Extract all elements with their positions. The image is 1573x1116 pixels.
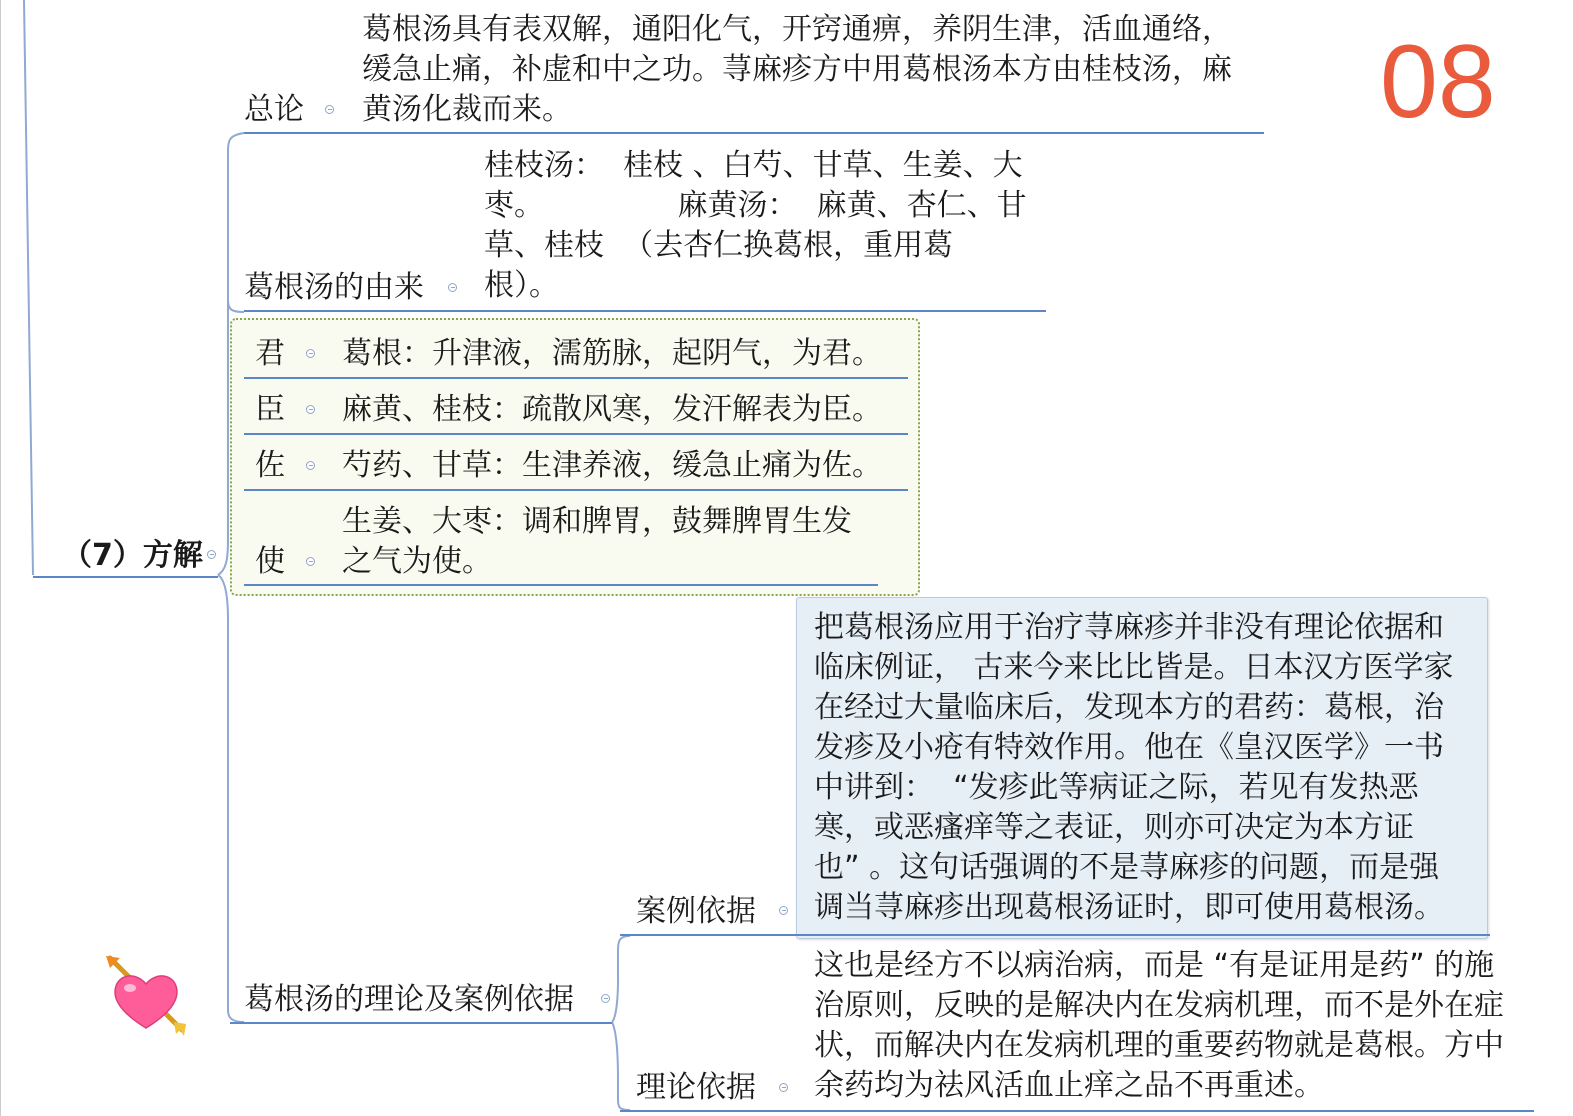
- basis-underline: [230, 1022, 612, 1024]
- overview-text[interactable]: 葛根汤具有表双解，通阳化气，开窍通痹，养阴生津，活血通络， 缓急止痛，补虚和中之功。荨麻疹方中用葛根汤本方由桂枝汤，麻 黄汤化裁而来。: [362, 12, 1232, 127]
- role-text-shi[interactable]: 生姜、大枣：调和脾胃，鼓舞脾胃生发 之气为使。: [342, 504, 852, 579]
- collapse-icon[interactable]: [601, 994, 610, 1003]
- origin-text[interactable]: 桂枝汤： 桂枝 、白芍、甘草、生姜、大 枣。 麻黄汤： 麻黄、杏仁、甘 草、桂枝 （去杏仁换葛根，重用葛 根）。: [484, 148, 1027, 303]
- collapse-icon[interactable]: [779, 906, 788, 915]
- collapse-icon[interactable]: [779, 1083, 788, 1092]
- root-node[interactable]: （7）方解: [62, 538, 203, 573]
- role-text-jun[interactable]: 葛根：升津液，濡筋脉，起阴气，为君。: [342, 336, 882, 371]
- collapse-icon[interactable]: [306, 557, 315, 566]
- collapse-icon[interactable]: [306, 405, 315, 414]
- origin-label[interactable]: 葛根汤的由来: [244, 270, 424, 305]
- collapse-icon[interactable]: [306, 349, 315, 358]
- theory-label[interactable]: 理论依据: [636, 1070, 756, 1105]
- theory-underline: [620, 1110, 1534, 1112]
- root-underline: [33, 576, 218, 578]
- role-label-zuo[interactable]: 佐: [255, 448, 285, 483]
- heart-arrow-icon: [100, 950, 192, 1042]
- role-text-zuo[interactable]: 芍药、甘草：生津养液，缓急止痛为佐。: [342, 448, 882, 483]
- collapse-icon[interactable]: [325, 105, 334, 114]
- role-label-chen[interactable]: 臣: [255, 392, 285, 427]
- collapse-icon[interactable]: [207, 550, 216, 559]
- overview-underline: [244, 132, 1264, 134]
- role-underline: [244, 489, 908, 491]
- theory-text[interactable]: 这也是经方不以病治病，而是 “有是证用是药” 的施 治原则，反映的是解决内在发病机理，而不是外在症 状，而解决内在发病机理的重要药物就是葛根。方中 余药均为祛风活血止痒之品不再重述。: [814, 948, 1504, 1103]
- basis-label[interactable]: 葛根汤的理论及案例依据: [244, 982, 574, 1017]
- case-label[interactable]: 案例依据: [636, 894, 756, 929]
- collapse-icon[interactable]: [306, 461, 315, 470]
- role-underline: [244, 377, 908, 379]
- role-underline: [244, 584, 878, 586]
- role-underline: [244, 433, 908, 435]
- role-label-jun[interactable]: 君: [255, 336, 285, 371]
- page-number: 08: [1380, 24, 1496, 140]
- collapse-icon[interactable]: [448, 283, 457, 292]
- case-underline: [620, 934, 1490, 936]
- case-text[interactable]: 把葛根汤应用于治疗荨麻疹并非没有理论依据和 临床例证， 古来今来比比皆是。日本汉方医学家 在经过大量临床后，发现本方的君药：葛根，治 发疹及小疮有特效作用。他在《皇汉医学》一书 中讲到： “发疹此等病证之际，若见有发热恶 寒，或恶瘙痒等之表证，则亦可决定为本方证 也” 。这句话强调的不是荨麻疹的问题，而是强 调当荨麻疹出现葛根汤证时，即可使用葛根汤。: [814, 610, 1454, 925]
- origin-underline: [244, 310, 1046, 312]
- overview-label[interactable]: 总论: [244, 92, 304, 127]
- role-label-shi[interactable]: 使: [255, 544, 285, 579]
- role-text-chen[interactable]: 麻黄、桂枝：疏散风寒，发汗解表为臣。: [342, 392, 882, 427]
